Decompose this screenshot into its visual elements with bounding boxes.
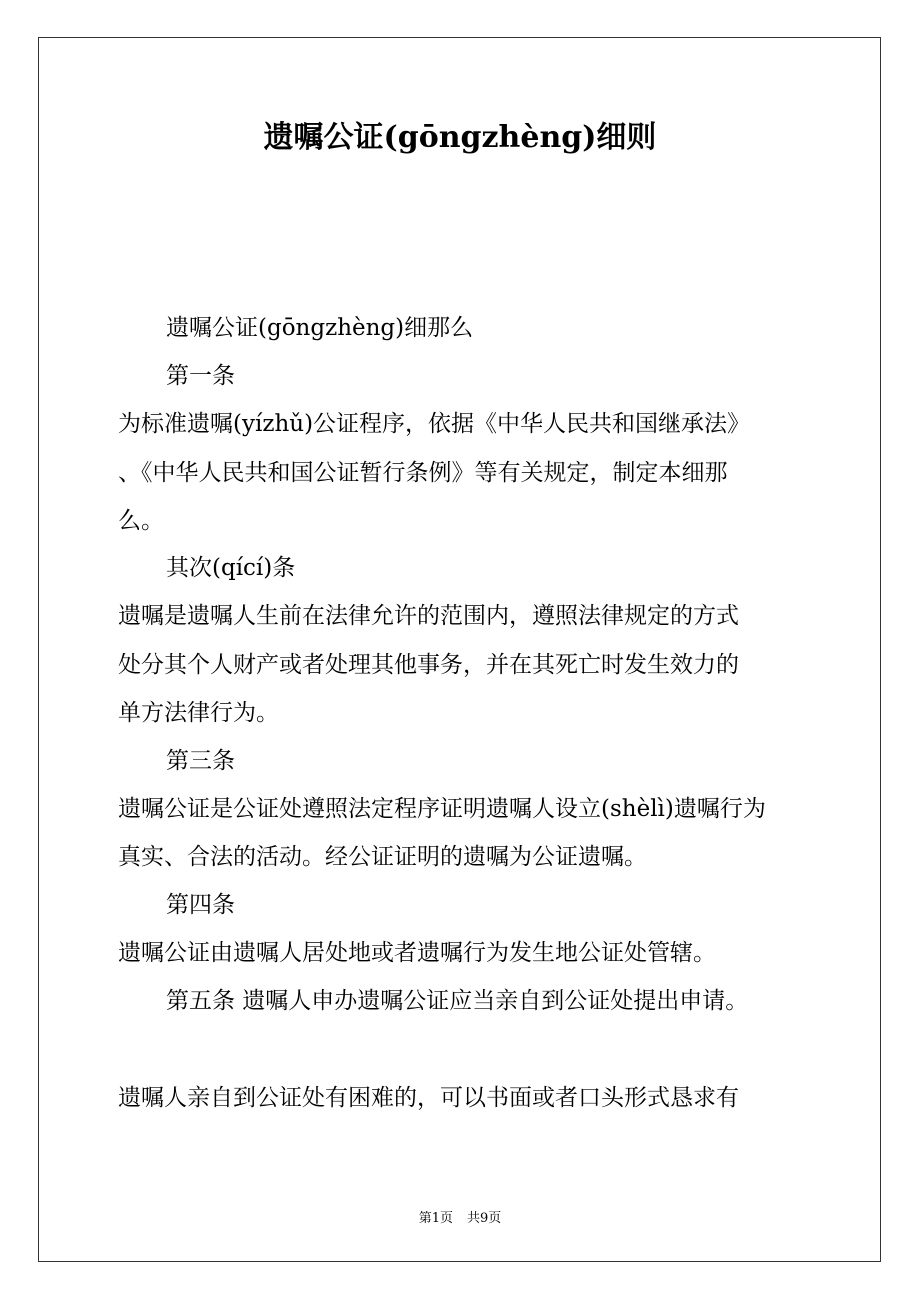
page-footer xyxy=(0,1207,920,1226)
article-heading: 第四条 xyxy=(166,892,235,918)
body-line: 为标准遗嘱(yízhǔ)公证程序，依据《中华人民共和国继承法》 xyxy=(118,411,751,437)
body-line: 真实、合法的活动。经公证证明的遗嘱为公证遗嘱。 xyxy=(118,844,647,870)
document-title: 遗嘱公证(gōngzhèng)细则 xyxy=(263,120,657,155)
body-line: 遗嘱公证是公证处遵照法定程序证明遗嘱人设立(shèlì)遗嘱行为 xyxy=(118,796,766,822)
body-line: 遗嘱公证由遗嘱人居处地或者遗嘱行为发生地公证处管辖。 xyxy=(118,940,716,966)
page-total: 共9页 xyxy=(467,1211,502,1226)
body-line: 么。 xyxy=(118,508,164,534)
body-line: 遗嘱人亲自到公证处有困难的，可以书面或者口头形式恳求有 xyxy=(118,1085,739,1111)
body-line: 、《中华人民共和国公证暂行条例》等有关规定，制定本细那 xyxy=(118,460,728,486)
body-line: 遗嘱是遗嘱人生前在法律允许的范围内，遵照法律规定的方式 xyxy=(118,603,739,629)
page-number: 第1页 xyxy=(418,1211,453,1226)
subtitle-line: 遗嘱公证(gōngzhèng)细那么 xyxy=(166,315,474,341)
article-heading: 第五条 遗嘱人申办遗嘱公证应当亲自到公证处提出申请。 xyxy=(166,988,749,1014)
body-line: 处分其个人财产或者处理其他事务，并在其死亡时发生效力的 xyxy=(118,652,739,678)
body-line: 单方法律行为。 xyxy=(118,700,279,726)
article-heading: 其次(qící)条 xyxy=(166,555,296,581)
article-heading: 第一条 xyxy=(166,363,235,389)
article-heading: 第三条 xyxy=(166,748,235,774)
